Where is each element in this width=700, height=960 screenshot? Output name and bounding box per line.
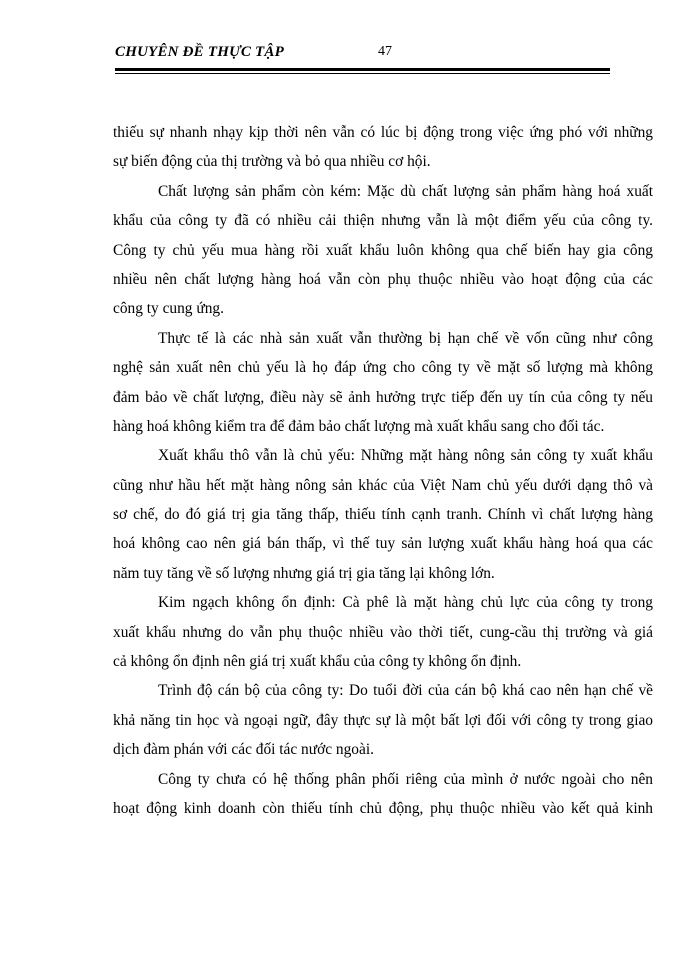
text-line: Xuất khẩu thô vẫn là chủ yếu: Những mặt hàng nông sản công ty xuất khẩu xyxy=(158,447,653,465)
header-rule-thin xyxy=(115,73,610,74)
text-line: sơ chế, do đó giá trị gia tăng thấp, thiếu tính cạnh tranh. Chính vì chất lượng hàng xyxy=(113,506,653,524)
text-line: Chất lượng sản phẩm còn kém: Mặc dù chất lượng sản phẩm hàng hoá xuất xyxy=(158,182,653,200)
text-line: đảm bảo về chất lượng, điều này sẽ ảnh hưởng trực tiếp đến uy tín của công ty nếu xyxy=(113,388,653,406)
text-line: Công ty chưa có hệ thống phân phối riêng của mình ở nước ngoài cho nên xyxy=(158,770,653,788)
text-line: Công ty chủ yếu mua hàng rồi xuất khẩu luôn không qua chế biến hay gia công xyxy=(113,241,653,259)
body-text xyxy=(113,118,653,823)
text-line: nghệ sản xuất nên chủ yếu là họ đáp ứng cho công ty về mặt số lượng mà không xyxy=(113,359,653,377)
text-line: nhiều nên chất lượng hàng hoá vẫn còn phụ thuộc nhiều vào hoạt động của các xyxy=(113,270,653,288)
text-line: thiếu sự nhanh nhạy kịp thời nên vẫn có lúc bị động trong việc ứng phó với những xyxy=(113,124,653,141)
header-rule-thick xyxy=(115,68,610,71)
text-line: công ty cung ứng. xyxy=(113,300,224,318)
text-line: Thực tế là các nhà sản xuất vẫn thường bị hạn chế về vốn cũng như công xyxy=(158,329,653,347)
text-line: dịch đàm phán với các đối tác nước ngoài. xyxy=(113,741,374,759)
text-line: cả không ổn định nên giá trị xuất khẩu của công ty không ổn định. xyxy=(113,653,522,671)
text-line: xuất khẩu nhưng do vẫn phụ thuộc nhiều vào thời tiết, cung-cầu thị trường và giá xyxy=(113,623,653,641)
page-header xyxy=(115,44,610,70)
text-line: hoạt động kinh doanh còn thiếu tính chủ động, phụ thuộc nhiều vào kết quả kinh xyxy=(113,799,653,817)
text-line: Kim ngạch không ổn định: Cà phê là mặt hàng chủ lực của công ty trong xyxy=(158,594,653,612)
text-line: hàng hoá không kiểm tra để đảm bảo chất lượng mà xuất khẩu sang cho đối tác. xyxy=(113,417,605,435)
text-line: sự biến động của thị trường và bỏ qua nhiều cơ hội. xyxy=(113,153,431,171)
header-title: CHUYÊN ĐỀ THỰC TẬP xyxy=(115,44,284,60)
text-line: hoá không cao nên giá bán thấp, vì thế tuy sản lượng xuất khẩu hàng hoá qua các xyxy=(113,535,653,553)
text-line: năm tuy tăng về số lượng nhưng giá trị gia tăng lại không lớn. xyxy=(113,564,495,582)
text-line: khả năng tin học và ngoại ngữ, đây thực sự là một bất lợi đối với công ty trong giao xyxy=(113,711,653,729)
text-line: cũng như hầu hết mặt hàng nông sản khác của Việt Nam chủ yếu dưới dạng thô và xyxy=(113,476,653,494)
page-number: 47 xyxy=(378,44,392,59)
text-line: Trình độ cán bộ của công ty: Do tuổi đời của cán bộ khá cao nên hạn chế về xyxy=(158,682,653,700)
text-line: khẩu của công ty đã có nhiều cải thiện nhưng vẫn là một điểm yếu của công ty. xyxy=(113,212,653,230)
